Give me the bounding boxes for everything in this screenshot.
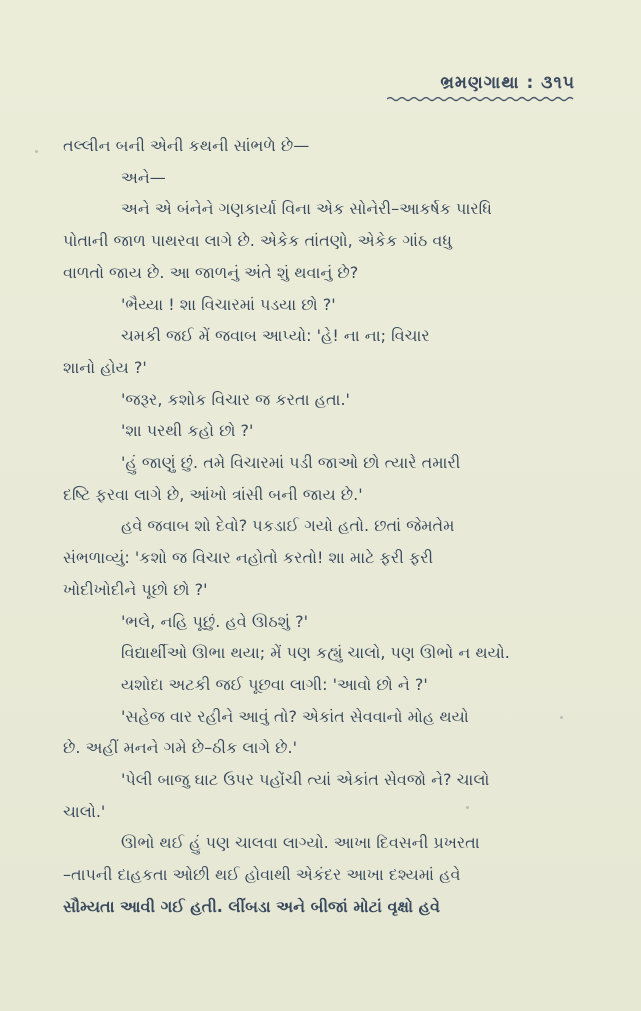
text-line: 'સહેજ વાર રહીને આવું તો? એકાંત સેવવાનો મોહ થયો bbox=[121, 706, 469, 726]
text-line: ઊભો થઈ હું પણ ચાલવા લાગ્યો. આખા દિવસની પ્રખરતા bbox=[121, 833, 480, 853]
text-line: દષ્ટિ ફરવા લાગે છે, આંખો ત્રાંસી બની જાય છે.' bbox=[63, 484, 363, 504]
text-line: 'ભલે, નહિ પૂછું. હવે ઊઠશું ?' bbox=[121, 611, 308, 631]
text-line: 'ભૈય્યા ! શા વિચારમાં પડયા છો ?' bbox=[121, 294, 336, 314]
text-line: યશોદા અટકી જઈ પૂછવા લાગી: 'આવો છો ને ?' bbox=[121, 674, 428, 694]
text-line: વિદ્યાર્થીઓ ઊભા થયા; મેં પણ કહ્યું ચાલો, પણ ઊભો ન થયો. bbox=[121, 643, 510, 663]
text-line: તલ્લીન બની એની કથની સાંભળે છે— bbox=[63, 136, 310, 155]
body-text bbox=[63, 130, 583, 923]
text-line: 'શા પરથી કહો છો ?' bbox=[121, 421, 254, 441]
running-title: ભ્રમણગાથા : ૩૧૫ bbox=[440, 73, 575, 93]
text-line: હવે જવાબ શો દેવો? પકડાઈ ગયો હતો. છતાં જેમતેમ bbox=[121, 516, 455, 536]
paper-speck bbox=[466, 806, 469, 809]
text-line: સૌમ્યતા આવી ગઈ હતી. લીંબડા અને બીજાં મોટાં વૃક્ષો હવે bbox=[63, 896, 440, 916]
text-line: છે. અહીં મનને ગમે છે–ઠીક લાગે છે.' bbox=[63, 738, 298, 758]
text-line: 'જરૂર, કશોક વિચાર જ કરતા હતા.' bbox=[121, 389, 350, 409]
page-header bbox=[375, 73, 575, 103]
text-line: વાળતો જાય છે. આ જાળનું અંતે શું થવાનું છે? bbox=[63, 262, 359, 282]
text-line: સંભળાવ્યું: 'કશો જ વિચાર નહોતો કરતો! શા માટે ફરી ફરી bbox=[63, 548, 434, 568]
text-line: ખોદીખોદીને પૂછો છો ?' bbox=[63, 579, 208, 599]
text-line: 'પેલી બાજુ ઘાટ ઉપર પહોંચી ત્યાં એકાંત સેવજો ને? ચાલો bbox=[121, 770, 490, 790]
text-line: અને એ બંનેને ગણકાર્યા વિના એક સોનેરી–આકર્ષક પારધિ bbox=[121, 199, 492, 219]
text-line: અને— bbox=[121, 167, 166, 187]
text-line: ચાલો.' bbox=[63, 801, 106, 821]
text-line: 'હું જાણું છું. તમે વિચારમાં પડી જાઓ છો ત્યારે તમારી bbox=[121, 453, 461, 473]
text-line: શાનો હોય ?' bbox=[63, 357, 147, 377]
text-line: –તાપની દાહકતા ઓછી થઈ હોવાથી એકંદર આખા દશ્યમાં હવે bbox=[63, 865, 461, 885]
paper-speck bbox=[560, 716, 563, 719]
wavy-underline bbox=[387, 95, 575, 103]
text-line: ચમકી જઈ મેં જવાબ આપ્યો: 'હે! ના ના; વિચાર bbox=[121, 326, 430, 346]
text-line: પોતાની જાળ પાથરવા લાગે છે. એકેક તાંતણો, એકેક ગાંઠ વધુ bbox=[63, 231, 452, 251]
paper-speck bbox=[35, 150, 38, 153]
